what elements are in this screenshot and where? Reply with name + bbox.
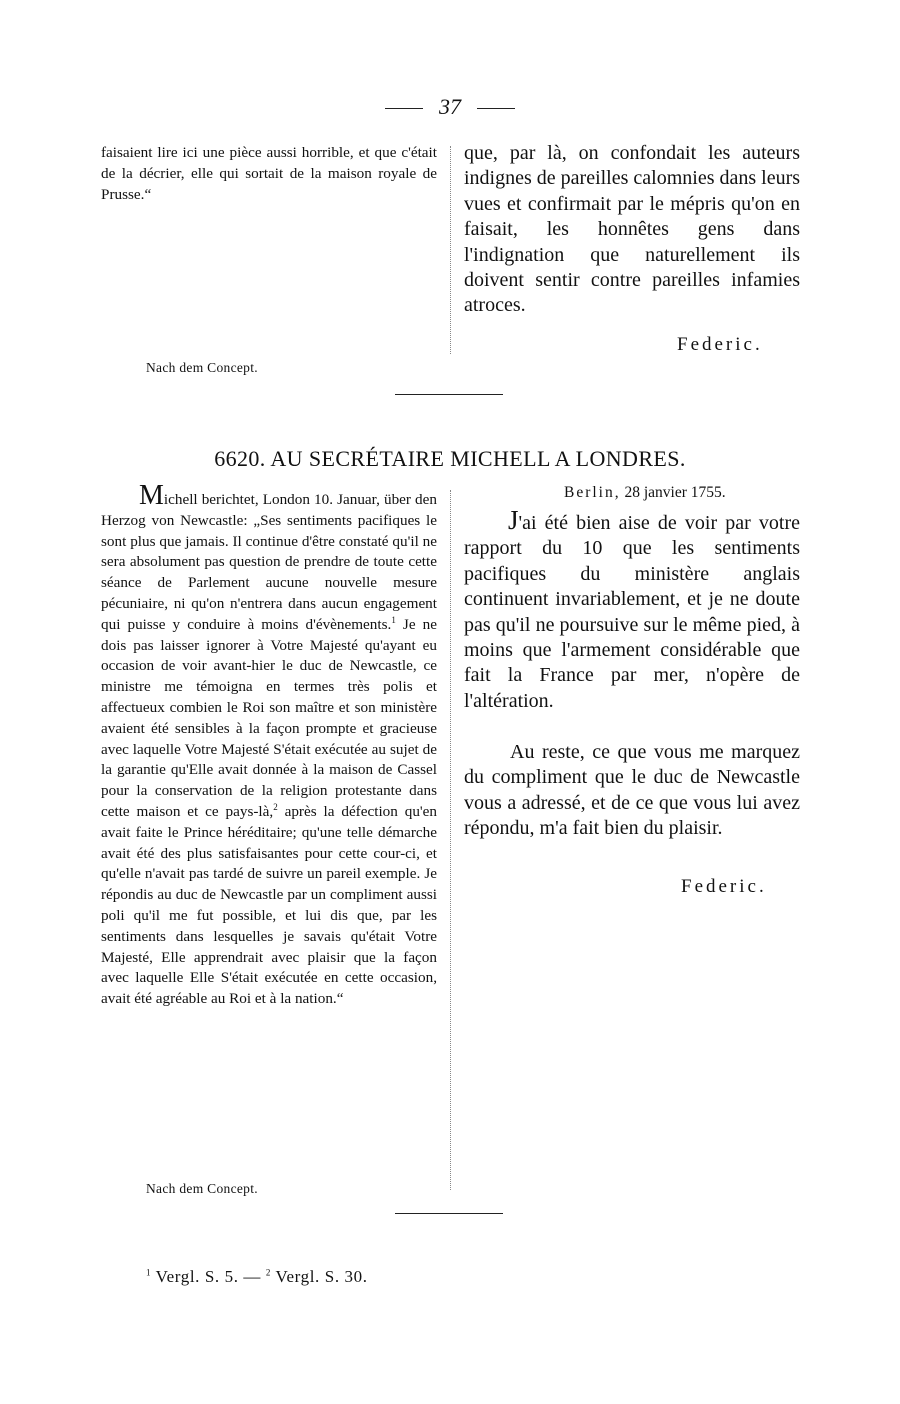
top-right-text: que, par là, on confondait les auteurs indignes de pareilles calomnies dans leurs vues et confirmait par le mépris qu'on en faisait, les honnêtes gens dans l'indignation que naturellement ils doivent sentir contre pareilles infamies atroces. [464, 142, 801, 317]
letter-dateline [564, 484, 726, 502]
header-dash-left [385, 108, 423, 109]
column-separator-letter [450, 490, 451, 1190]
footnote-1-text: Vergl. S. 5. — [155, 1267, 262, 1286]
page-number: 37 [439, 94, 461, 119]
body-p1-text: 'ai été bien aise de voir par votre rapport du 10 que les sentiments pacifiques du ministère anglais continuent invariablement, et je ne doute pas qu'il ne poursuive sur le même pied, à moins que l'armement considérable que fait la France par mer, n'opère de l'altération. [464, 512, 800, 712]
letter-title: 6620. AU SECRÉTAIRE MICHELL A LONDRES. [214, 446, 686, 471]
footnote-divider [395, 1213, 503, 1214]
letter-signature: Federic. [681, 876, 767, 897]
top-source-note: Nach dem Concept. [146, 360, 258, 375]
footnote-mark-1: 1 [146, 1267, 152, 1278]
letter-summary [101, 480, 437, 1010]
body-initial: J [508, 505, 519, 535]
column-separator-top [450, 146, 451, 354]
header-dash-right [477, 108, 515, 109]
summary-initial: M [139, 480, 164, 511]
letter-body-p2: Au reste, ce que vous me marquez du compliment que le duc de Newcastle vous a adressé, et de ce que vous lui avez répondu, m'a fait bien du plaisir. [464, 741, 800, 840]
footnote-ref-1[interactable]: 1 [391, 614, 396, 625]
page-header [0, 94, 900, 120]
letter-date: 28 janvier 1755. [624, 484, 726, 501]
footnote-ref-2[interactable]: 2 [273, 801, 278, 812]
summary-part1: ichell berichtet, London 10. Januar, über den Herzog von Newcastle: „Ses sentiments pacifiques le sont plus que jamais. Il continue d'être constaté qu'il ne sera absolument pas question de prendre de toute cette séance de Parlement aucune nouvelle mesure pécuniaire, ni qu'on n'entrera dans aucun engagement qui puisse y conduire à moins d'évènements. [101, 491, 437, 633]
section-divider [395, 394, 503, 395]
footnotes [146, 1267, 368, 1287]
footnote-2-text: Vergl. S. 30. [275, 1267, 368, 1286]
summary-part3: après la défection qu'en avait faite le Prince héréditaire; qu'une telle démarche avait été des plus satisfaisantes pour cette cour-ci, et qu'elle n'avait pas tardé de suivre un pareil exemple. Je répondis au duc de Newcastle par un compliment aussi poli qu'il me fut possible, et lui dis que, par les sentiments dans lesquelles je savais qu'était Votre Majesté, Elle apprendrait avec plaisir que la façon avec laquelle Elle S'était exécutée en cette occasion, avait été agréable au Roi et à la nation.“ [101, 802, 437, 1008]
top-left-text: faisaient lire ici une pièce aussi horrible, et que c'était de la décrier, elle qui sortait de la maison royale de Prusse.“ [101, 144, 437, 203]
letter-source-note: Nach dem Concept. [146, 1181, 258, 1196]
top-signature: Federic. [677, 334, 763, 355]
letter-place: Berlin, [564, 484, 621, 501]
summary-part2: Je ne dois pas laisser ignorer à Votre Majesté qu'ayant eu occasion de voir avant-hier le duc de Newcastle, ce ministre me témoigna en termes très polis et affectueux combien le Roi son maître et son ministère avaient été sensibles à la façon prompte et gracieuse avec laquelle Votre Majesté S'était exécutée au sujet de la garantie qu'Elle avait donnée à la maison de Cassel pour la conservation de la religion protestante dans cette maison et ce pays-là, [101, 615, 437, 820]
letter-body-p1 [464, 505, 800, 714]
footnote-mark-2: 2 [265, 1267, 271, 1278]
